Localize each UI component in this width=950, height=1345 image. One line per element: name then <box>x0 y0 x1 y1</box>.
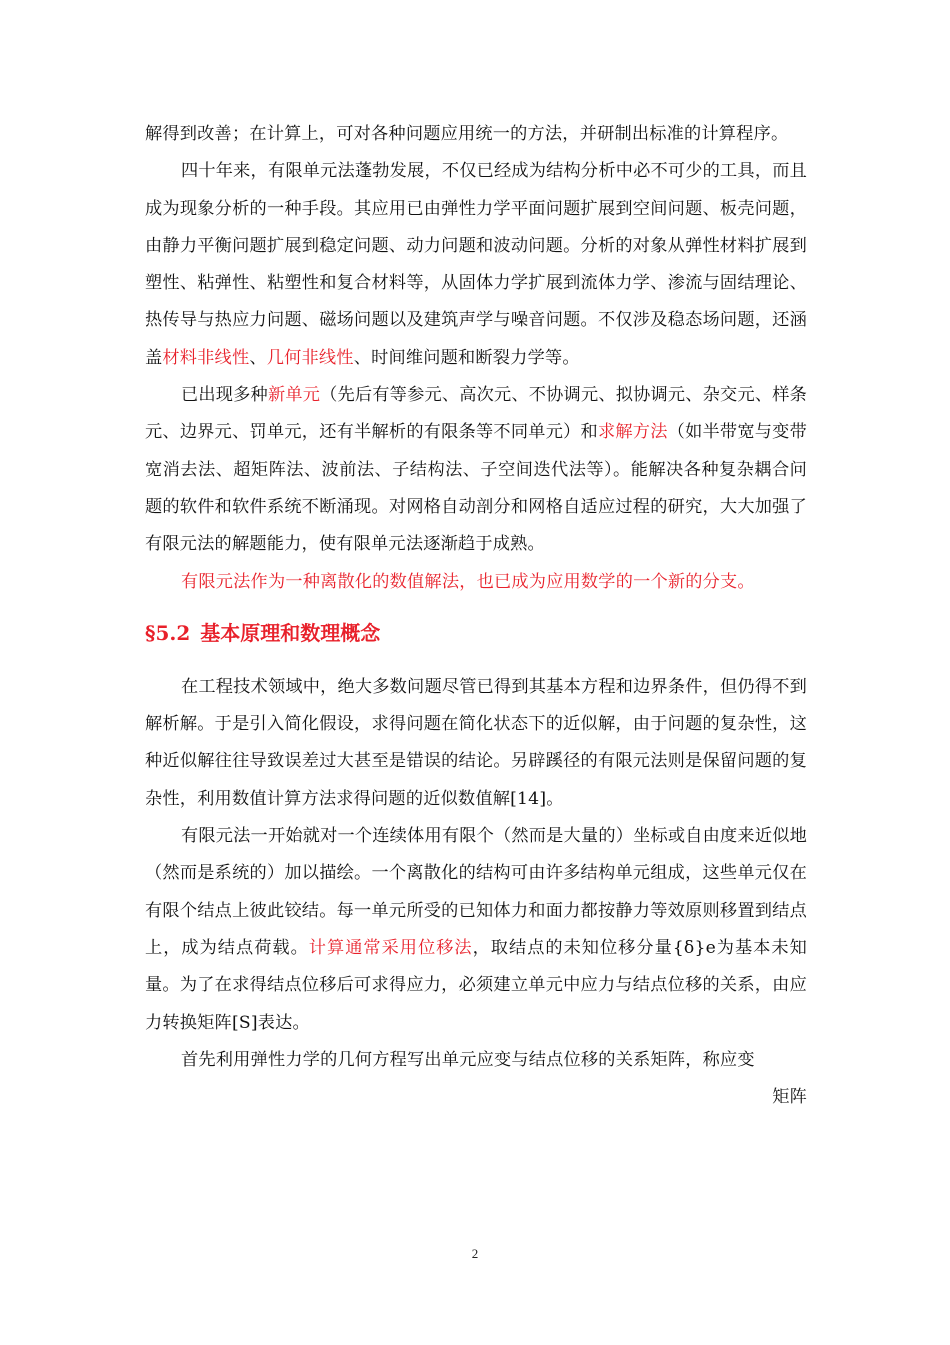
page-number: 2 <box>471 1246 479 1261</box>
paragraph-development-tail: 、时间维问题和断裂力学等。 <box>353 347 580 368</box>
paragraph-new-elements <box>145 377 807 563</box>
paragraph-new-elements-a: 已出现多种 <box>181 385 268 406</box>
paragraph-discretization-b: ，取结点的未知位移分量{δ}e为基本未知量。为了在求得结点位移后可求得应力，必须建立单元中应力与结点位移的关系，由应力转换矩阵[S]表达。 <box>145 937 807 1033</box>
separator: 、 <box>249 347 267 368</box>
paragraph-engineering-problems: 在工程技术领域中，绝大多数问题尽管已得到其基本方程和边界条件，但仍得不到解析解。于是引入简化假设，求得问题在简化状态下的近似解，由于问题的复杂性，这种近似解往往导致误差过大甚至是错误的结论。另辟蹊径的有限元法则是保留问题的复杂性，利用数值计算方法求得问题的近似数值解[14]。 <box>145 676 807 809</box>
paragraph-discretization-a: 有限元法一开始就对一个连续体用有限个（然而是大量的）坐标或自由度来近似地（然而是系统的）加以描绘。一个离散化的结构可由许多结构单元组成，这些单元仅在有限个结点上彼此铰结。每一单元所受的已知体力和面力都按静力等效原则移置到结点上，成为结点荷载。 <box>145 826 807 958</box>
paragraph-discretization <box>145 818 807 1042</box>
paragraph-development-text: 四十年来，有限单元法蓬勃发展，不仅已经成为结构分析中必不可少的工具，而且成为现象分析的一种手段。其应用已由弹性力学平面问题扩展到空间问题、板壳问题，由静力平衡问题扩展到稳定问题、动力问题和波动问题。分析的对象从弹性材料扩展到塑性、粘弹性、粘塑性和复合材料等，从固体力学扩展到流体力学、渗流与固结理论、热传导与热应力问题、磁场问题以及建筑声学与噪音问题。不仅涉及稳态场问题，还涵盖 <box>145 161 807 368</box>
paragraph-intro-continuation: 解得到改善；在计算上，可对各种问题应用统一的方法，并研制出标准的计算程序。 <box>145 124 789 144</box>
paragraph-applied-math-branch: 有限元法作为一种离散化的数值解法，也已成为应用数学的一个新的分支。 <box>181 571 755 592</box>
highlight-material-nonlinearity: 材料非线性 <box>162 347 250 368</box>
page-body <box>145 116 807 1116</box>
section-title: 基本原理和数理概念 <box>200 620 381 645</box>
section-number: §5.2 <box>145 620 191 645</box>
highlight-displacement-method: 计算通常采用位移法 <box>308 937 473 958</box>
highlight-geometric-nonlinearity: 几何非线性 <box>266 347 354 368</box>
paragraph-new-elements-b: （先后有等参元、高次元、不协调元、拟协调元、杂交元、样条元、边界元、罚单元，还有半解析的有限条等不同单元）和 <box>145 385 807 443</box>
paragraph-strain-matrix: 首先利用弹性力学的几何方程写出单元应变与结点位移的关系矩阵，称应变 <box>181 1049 755 1070</box>
section-heading <box>145 615 807 651</box>
paragraph-new-elements-c: （如半带宽与变带宽消去法、超矩阵法、波前法、子结构法、子空间迭代法等）。能解决各种复杂耦合问题的软件和软件系统不断涌现。对网格自动剖分和网格自适应过程的研究，大大加强了有限元法的解题能力，使有限单元法逐渐趋于成熟。 <box>145 422 807 555</box>
paragraph-strain-matrix-tail: 矩阵 <box>772 1087 807 1108</box>
paragraph-development <box>145 153 807 377</box>
highlight-solution-methods: 求解方法 <box>597 422 668 443</box>
highlight-new-elements: 新单元 <box>267 385 321 406</box>
